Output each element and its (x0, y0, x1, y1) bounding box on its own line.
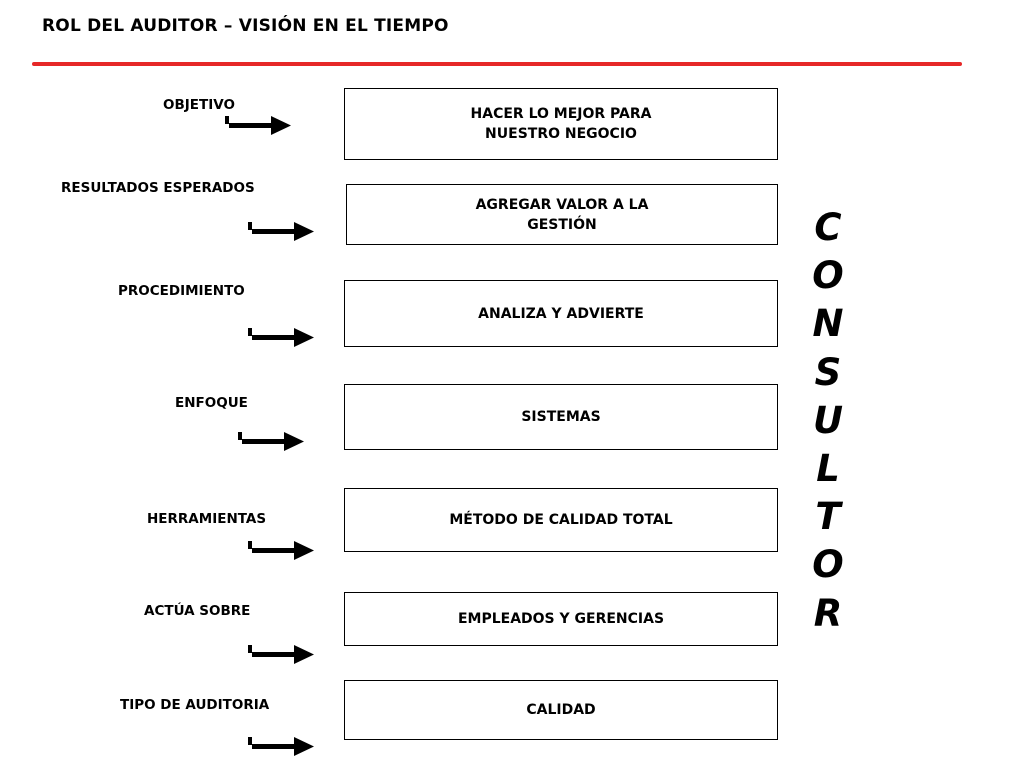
title-underline (32, 62, 962, 66)
row-box-objetivo (344, 88, 778, 160)
row-box-resultados-esperados (346, 184, 778, 245)
row-label-tipo-de-auditoria: TIPO DE AUDITORIA (120, 697, 270, 713)
right-turn-arrow-icon (248, 220, 316, 244)
vertical-letter: N (812, 302, 844, 346)
row-label-enfoque: ENFOQUE (175, 395, 248, 411)
box-text-line: SISTEMAS (521, 409, 601, 425)
row-box-herramientas (344, 488, 778, 552)
box-text-line: GESTIÓN (527, 216, 597, 233)
right-turn-arrow-icon (248, 735, 316, 759)
right-turn-arrow-icon (225, 114, 293, 138)
box-text-line: EMPLEADOS Y GERENCIAS (457, 611, 665, 627)
row-box-tipo-de-auditoria (344, 680, 778, 740)
vertical-letter: O (812, 254, 844, 298)
row-label-resultados-esperados: RESULTADOS ESPERADOS (61, 180, 255, 196)
right-turn-arrow-icon (238, 430, 306, 454)
box-text-line: NUESTRO NEGOCIO (485, 126, 637, 142)
vertical-word-consultor (806, 204, 850, 638)
row-box-procedimiento (344, 280, 778, 347)
row-label-procedimiento: PROCEDIMIENTO (118, 283, 245, 299)
vertical-letter: R (813, 591, 843, 635)
vertical-letter: U (812, 398, 844, 442)
box-text-line: CALIDAD (526, 702, 596, 718)
box-text-line: AGREGAR VALOR A LA (475, 196, 649, 213)
row-label-actua-sobre: ACTÚA SOBRE (144, 603, 251, 619)
row-box-enfoque (344, 384, 778, 450)
page-title: ROL DEL AUDITOR – VISIÓN EN EL TIEMPO (42, 16, 449, 36)
box-text-line: MÉTODO DE CALIDAD TOTAL (449, 512, 673, 528)
right-turn-arrow-icon (248, 326, 316, 350)
right-turn-arrow-icon (248, 539, 316, 563)
row-label-objetivo: OBJETIVO (163, 97, 235, 113)
vertical-letter: T (815, 495, 841, 539)
vertical-letter: O (812, 543, 844, 587)
right-turn-arrow-icon (248, 643, 316, 667)
vertical-letter: S (814, 350, 842, 394)
box-text-line: ANALIZA Y ADVIERTE (478, 305, 644, 322)
row-box-actua-sobre (344, 592, 778, 646)
vertical-letter: C (814, 206, 842, 249)
row-label-herramientas: HERRAMIENTAS (147, 511, 267, 527)
vertical-letter: L (816, 446, 840, 490)
box-text-line: HACER LO MEJOR PARA (470, 106, 652, 122)
